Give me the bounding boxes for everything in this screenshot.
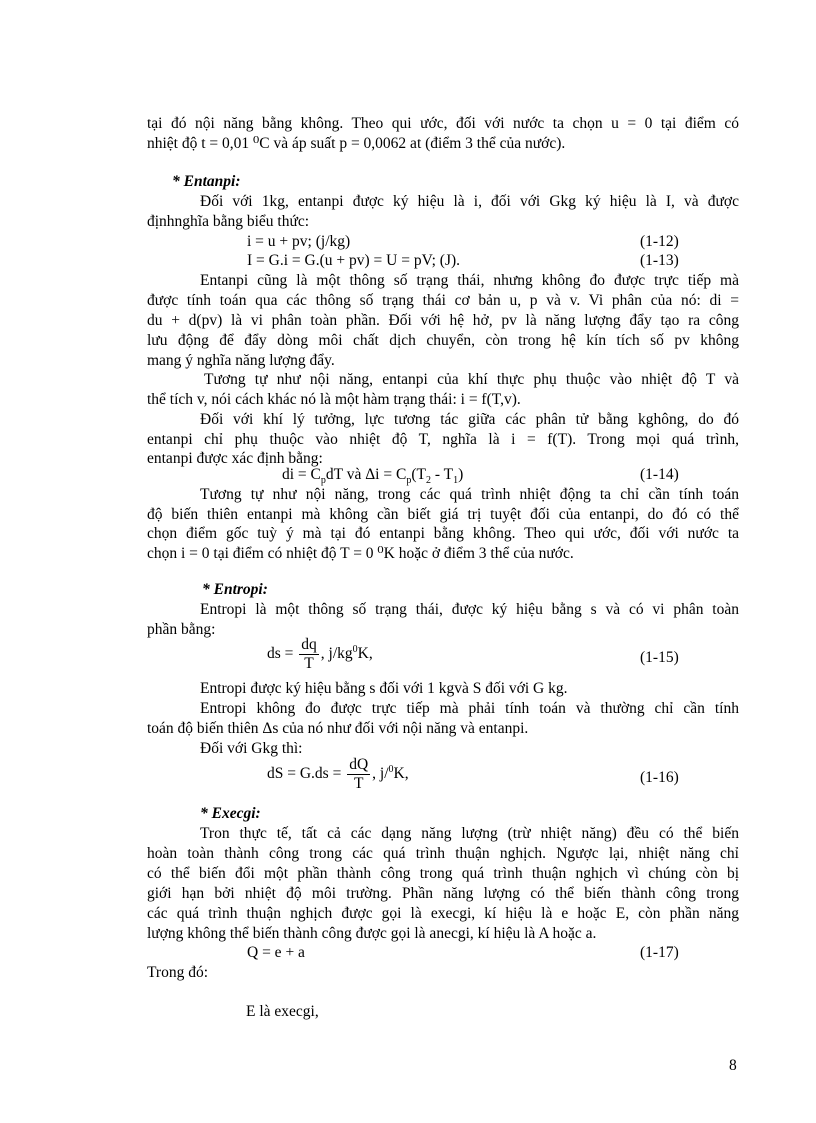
- text-line: thể tích v, nói cách khác nó là một hàm trạng thái: i = f(T,v).: [147, 391, 521, 408]
- text-line: Tron thực tế, tất cả các dạng năng lượng (trừ nhiệt năng) đều có thể biến: [200, 825, 739, 842]
- text-line: Trong đó:: [147, 964, 209, 981]
- text-line: entanpi chỉ phụ thuộc vào nhiệt độ T, nghĩa là i = f(T). Trong mọi quá trình,: [147, 431, 739, 448]
- text-line: độ biến thiên entanpi mà không cần biết giá trị tuyệt đối của entanpi, do đó có thể: [147, 506, 739, 523]
- equation-number: (1-14): [640, 466, 679, 483]
- text-line: Đối với 1kg, entanpi được ký hiệu là i, đối với Gkg ký hiệu là I, và được: [200, 193, 739, 210]
- text-line: Đối với khí lý tưởng, lực tương tác giữa các phân tử bằng kghông, do đó: [200, 411, 739, 428]
- equation-1-13: I = G.i = G.(u + pv) = U = pV; (J).: [247, 252, 461, 269]
- text-line: entanpi được xác định bằng:: [147, 450, 323, 467]
- text-line: Entanpi cũng là một thông số trạng thái, nhưng không đo được trực tiếp mà: [200, 272, 739, 289]
- equation-1-14: di = $C_pdT$ và $\Delta i = C_p(T_2 - T_1)$: [282, 466, 464, 487]
- text-line: Tương tự như nội năng, trong các quá trình nhiệt động ta chỉ cần tính toán: [200, 486, 739, 503]
- section-heading-execgi: * Execgi:: [200, 805, 261, 822]
- text-line: Tương tự như nội năng, entanpi của khí thực phụ thuộc vào nhiệt độ T và: [204, 371, 739, 388]
- text-line: phần bằng:: [147, 621, 216, 638]
- fraction: $\frac{dQ}{T}$: [349, 756, 369, 792]
- text-line: mang ý nghĩa năng lượng đẩy.: [147, 352, 335, 369]
- text-line: chọn i = 0 tại điểm có nhiệt độ T = 0 ⁰K hoặc ở điểm 3 thể của nước.: [147, 545, 574, 562]
- section-heading-entanpi: * Entanpi:: [172, 173, 241, 190]
- text-line: lượng không thể biến thành công được gọi là anecgi, kí hiệu là A hoặc a.: [147, 925, 597, 942]
- text-line: địnhnghĩa bằng biểu thức:: [147, 213, 310, 230]
- text-line: các quá trình thuận nghịch được gọi là execgi, kí hiệu là e hoặc E, còn phần năng: [147, 905, 739, 922]
- text-line: có thể biến đổi một phần thành công trong quá trình thuận nghịch vì chúng còn bị: [147, 865, 739, 882]
- section-heading-entropi: * Entropi:: [202, 581, 268, 598]
- text-line: tại đó nội năng bằng không. Theo qui ước, đối với nước ta chọn u = 0 tại điểm có: [147, 115, 739, 132]
- text-line: hoàn toàn thành công trong các quá trình thuận nghịch. Ngược lại, nhiệt năng chỉ: [147, 845, 739, 862]
- text-line: Entropi được ký hiệu bằng s đối với 1 kgvà S đối với G kg.: [200, 680, 568, 697]
- fraction: $\frac{dq}{T}$: [301, 636, 317, 672]
- equation-1-12: i = u + pv; (j/kg): [247, 233, 351, 250]
- text-line: Entropi là một thông số trạng thái, được ký hiệu bằng s và có vi phân toàn: [200, 601, 739, 618]
- equation-number: (1-15): [640, 649, 679, 666]
- equation-1-16: dS = G.ds = $\frac{dQ}{T}$ , j/$^0$K,: [267, 756, 409, 792]
- equation-number: (1-13): [640, 252, 679, 269]
- equation-1-17: Q = e + a: [247, 944, 305, 961]
- text-line: nhiệt độ t = 0,01 ⁰C và áp suất p = 0,0062 at (điểm 3 thể của nước).: [147, 135, 566, 152]
- text-line: chọn điểm gốc tuỳ ý mà tại đó entanpi bằng không. Theo qui ước, đối với nước ta: [147, 525, 739, 542]
- text-line: Đối với Gkg thì:: [200, 740, 303, 757]
- equation-number: (1-17): [640, 944, 679, 961]
- page-number: 8: [729, 1057, 737, 1074]
- text-line: được tính toán qua các thông số trạng thái cơ bản u, p và v. Vi phân của nó: di =: [147, 292, 739, 309]
- equation-number: (1-12): [640, 233, 679, 250]
- equation-number: (1-16): [640, 769, 679, 786]
- text-line: du + d(pv) là vi phân toàn phần. Đối với hệ hở, pv là năng lượng đẩy tạo ra công: [147, 312, 739, 329]
- equation-1-15: ds = $\frac{dq}{T}$ , $j/kg^0K$,: [267, 636, 373, 672]
- text-line: toán độ biến thiên Δs của nó như đối với nội năng và entanpi.: [147, 720, 529, 737]
- text-line: E là execgi,: [246, 1003, 319, 1020]
- text-line: lưu động để đẩy dòng môi chất dịch chuyển, còn trong hệ kín tích số pv không: [147, 332, 739, 349]
- text-line: giới hạn bởi nhiệt độ môi trường. Phần năng lượng có thể biến thành công trong: [147, 885, 739, 902]
- text-line: Entropi không đo được trực tiếp mà phải tính toán và thường chỉ cần tính: [200, 700, 739, 717]
